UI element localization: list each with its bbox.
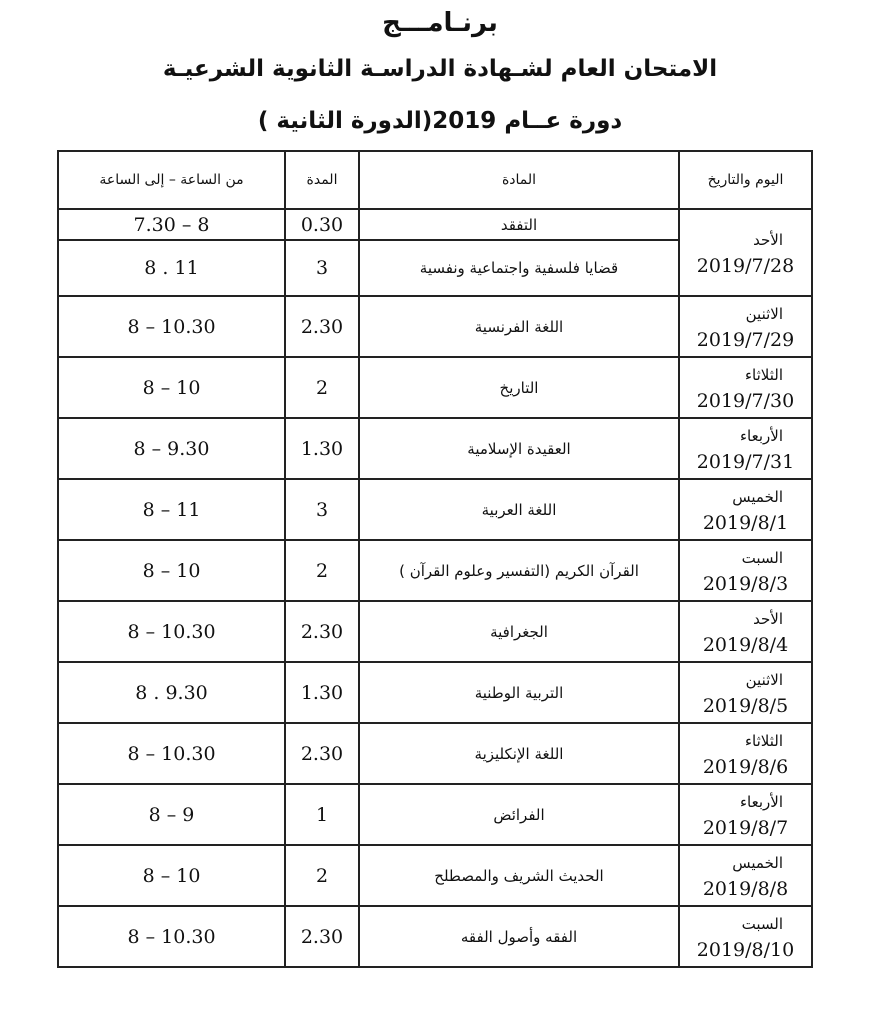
table-row (58, 906, 812, 967)
day-date-cell (679, 723, 812, 784)
day-name: الاثنين (745, 304, 783, 323)
day-date-cell (679, 540, 812, 601)
day-date-cell (679, 418, 812, 479)
day-date-cell (679, 906, 812, 967)
time-cell: 8 – 10.30 (58, 296, 285, 357)
header-duration: المدة (285, 151, 359, 209)
exam-date: 2019/8/6 (702, 755, 789, 778)
exam-date: 2019/7/30 (696, 389, 795, 412)
duration-cell: 2.30 (285, 601, 359, 662)
table-row (58, 418, 812, 479)
duration-cell: 3 (285, 479, 359, 540)
duration-cell: 2 (285, 357, 359, 418)
time-cell: 8 – 10.30 (58, 601, 285, 662)
day-name: الثلاثاء (744, 731, 783, 750)
day-name: الأحد (753, 609, 783, 628)
program-title: برنـامـــج (382, 8, 498, 38)
exam-date: 2019/8/3 (702, 572, 789, 595)
table-row (58, 662, 812, 723)
subject-cell: قضايا فلسفية واجتماعية ونفسية (359, 240, 679, 296)
exam-date: 2019/8/8 (702, 877, 789, 900)
day-date-cell (679, 601, 812, 662)
day-name: الخميس (732, 487, 783, 506)
duration-cell: 0.30 (285, 209, 359, 240)
duration-cell: 1.30 (285, 662, 359, 723)
table-row (58, 540, 812, 601)
subject-cell: الفقه وأصول الفقه (359, 906, 679, 967)
exam-date: 2019/8/10 (696, 938, 795, 961)
subject-cell: القرآن الكريم (التفسير وعلوم القرآن ) (359, 540, 679, 601)
subject-cell: التفقد (359, 209, 679, 240)
time-cell: 8 – 9.30 (58, 418, 285, 479)
table-row (58, 845, 812, 906)
time-cell: 8 – 10.30 (58, 906, 285, 967)
time-cell: 8 – 10.30 (58, 723, 285, 784)
day-date-cell (679, 784, 812, 845)
subject-cell: الحديث الشريف والمصطلح (359, 845, 679, 906)
day-name: الأربعاء (739, 426, 783, 445)
exam-date: 2019/8/7 (702, 816, 789, 839)
day-name: الثلاثاء (744, 365, 783, 384)
duration-cell: 2.30 (285, 723, 359, 784)
subject-cell: الفرائض (359, 784, 679, 845)
header-time: من الساعة – إلى الساعة (58, 151, 285, 209)
exam-date: 2019/8/5 (702, 694, 789, 717)
time-cell: 8 – 9 (58, 784, 285, 845)
subject-cell: التربية الوطنية (359, 662, 679, 723)
exam-date: 2019/8/1 (702, 511, 789, 534)
table-row (58, 723, 812, 784)
time-cell: 8 . 9.30 (58, 662, 285, 723)
duration-cell: 1 (285, 784, 359, 845)
subject-cell: الجغرافية (359, 601, 679, 662)
day-date-cell (679, 209, 812, 296)
table-row (58, 601, 812, 662)
duration-cell: 2.30 (285, 296, 359, 357)
subject-cell: اللغة الإنكليزية (359, 723, 679, 784)
header-subject: المادة (359, 151, 679, 209)
time-cell: 8 – 10 (58, 540, 285, 601)
exam-schedule-table (57, 150, 813, 968)
header-row (58, 151, 812, 209)
duration-cell: 1.30 (285, 418, 359, 479)
time-cell: 8 – 10 (58, 357, 285, 418)
time-cell: 7.30 – 8 (58, 209, 285, 240)
exam-date: 2019/7/31 (696, 450, 795, 473)
day-name: السبت (741, 914, 783, 933)
exam-date: 2019/8/4 (702, 633, 789, 656)
day-name: الأحد (753, 230, 783, 249)
header-day-date: اليوم والتاريخ (679, 151, 812, 209)
table-row (58, 296, 812, 357)
table-row (58, 784, 812, 845)
day-date-cell (679, 479, 812, 540)
duration-cell: 2 (285, 845, 359, 906)
exam-date: 2019/7/28 (696, 254, 795, 277)
subject-cell: التاريخ (359, 357, 679, 418)
duration-cell: 2 (285, 540, 359, 601)
day-date-cell (679, 845, 812, 906)
subject-cell: اللغة الفرنسية (359, 296, 679, 357)
time-cell: 8 – 10 (58, 845, 285, 906)
day-name: السبت (741, 548, 783, 567)
time-cell: 8 . 11 (58, 240, 285, 296)
time-cell: 8 – 11 (58, 479, 285, 540)
table-row (58, 479, 812, 540)
duration-cell: 2.30 (285, 906, 359, 967)
day-name: الأربعاء (739, 792, 783, 811)
exam-date: 2019/7/29 (696, 328, 795, 351)
day-name: الاثنين (745, 670, 783, 689)
day-date-cell (679, 357, 812, 418)
table-row (58, 357, 812, 418)
subject-cell: العقيدة الإسلامية (359, 418, 679, 479)
day-name: الخميس (732, 853, 783, 872)
session-title: دورة عــام 2019(الدورة الثانية ) (257, 108, 623, 134)
day-date-cell (679, 662, 812, 723)
exam-title: الامتحان العام لشـهادة الدراسـة الثانوية الشرعيـة (162, 56, 718, 82)
table-row (58, 209, 812, 240)
day-date-cell (679, 296, 812, 357)
subject-cell: اللغة العربية (359, 479, 679, 540)
duration-cell: 3 (285, 240, 359, 296)
